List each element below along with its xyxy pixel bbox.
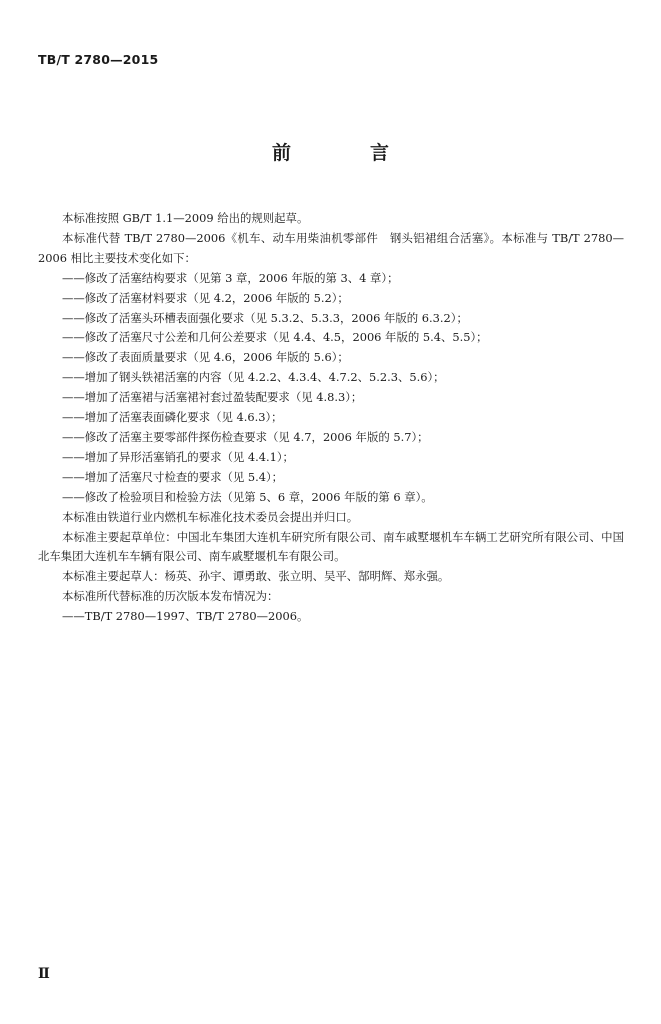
list-item: ——增加了活塞裙与活塞裙衬套过盈装配要求（见 4.8.3）； bbox=[62, 390, 363, 405]
list-item: ——修改了活塞结构要求（见第 3 章，2006 年版的第 3、4 章）； bbox=[62, 270, 399, 285]
drafting-rule-paragraph: 本标准按照 GB/T 1.1—2009 给出的规则起草。 bbox=[62, 211, 309, 225]
list-item: ——修改了活塞材料要求（见 4.2，2006 年版的 5.2）； bbox=[62, 290, 349, 305]
changes-list bbox=[38, 269, 624, 508]
replacement-paragraph: 本标准代替 TB/T 2780—2006《机车、动车用柴油机零部件 钢头铝裙组合活塞》。本标准与 TB/T 2780—2006 相比主要技术变化如下： bbox=[38, 230, 624, 265]
list-item: ——修改了活塞主要零部件探伤检查要求（见 4.7，2006 年版的 5.7）； bbox=[62, 429, 429, 444]
list-item: ——修改了活塞头环槽表面强化要求（见 5.3.2、5.3.3，2006 年版的 6.3.2）； bbox=[62, 310, 468, 325]
history-item: ——TB/T 2780—1997、TB/T 2780—2006。 bbox=[62, 609, 309, 624]
page-number: Ⅱ bbox=[38, 966, 50, 982]
history-intro-paragraph: 本标准所代替标准的历次版本发布情况为： bbox=[62, 589, 279, 604]
list-item: ——修改了表面质量要求（见 4.6，2006 年版的 5.6）； bbox=[62, 350, 349, 365]
list-item: ——修改了活塞尺寸公差和几何公差要求（见 4.4、4.5，2006 年版的 5.4、5.5）； bbox=[62, 330, 488, 345]
list-item: ——增加了异形活塞销孔的要求（见 4.4.1）； bbox=[62, 449, 294, 464]
list-item: ——增加了钢头铁裙活塞的内容（见 4.2.2、4.3.4、4.7.2、5.2.3、5.6）； bbox=[62, 370, 445, 385]
document-body bbox=[38, 209, 624, 627]
list-item: ——修改了检验项目和检验方法（见第 5、6 章，2006 年版的第 6 章）。 bbox=[62, 489, 433, 504]
list-item: ——增加了活塞表面磷化要求（见 4.6.3）； bbox=[62, 410, 283, 425]
page-title: 前 言 bbox=[271, 142, 419, 164]
document-code-header: TB/T 2780—2015 bbox=[38, 52, 159, 67]
proposed-by-paragraph: 本标准由铁道行业内燃机车标准化技术委员会提出并归口。 bbox=[62, 509, 359, 524]
drafters-paragraph: 本标准主要起草人：杨英、孙宇、谭勇敢、张立明、吴平、郜明辉、郑永强。 bbox=[62, 569, 450, 584]
drafting-units-paragraph: 本标准主要起草单位：中国北车集团大连机车研究所有限公司、南车戚墅堰机车车辆工艺研究所有限公司、中国北车集团大连机车车辆有限公司、南车戚墅堰机车有限公司。 bbox=[38, 529, 624, 564]
list-item: ——增加了活塞尺寸检查的要求（见 5.4）； bbox=[62, 469, 284, 484]
